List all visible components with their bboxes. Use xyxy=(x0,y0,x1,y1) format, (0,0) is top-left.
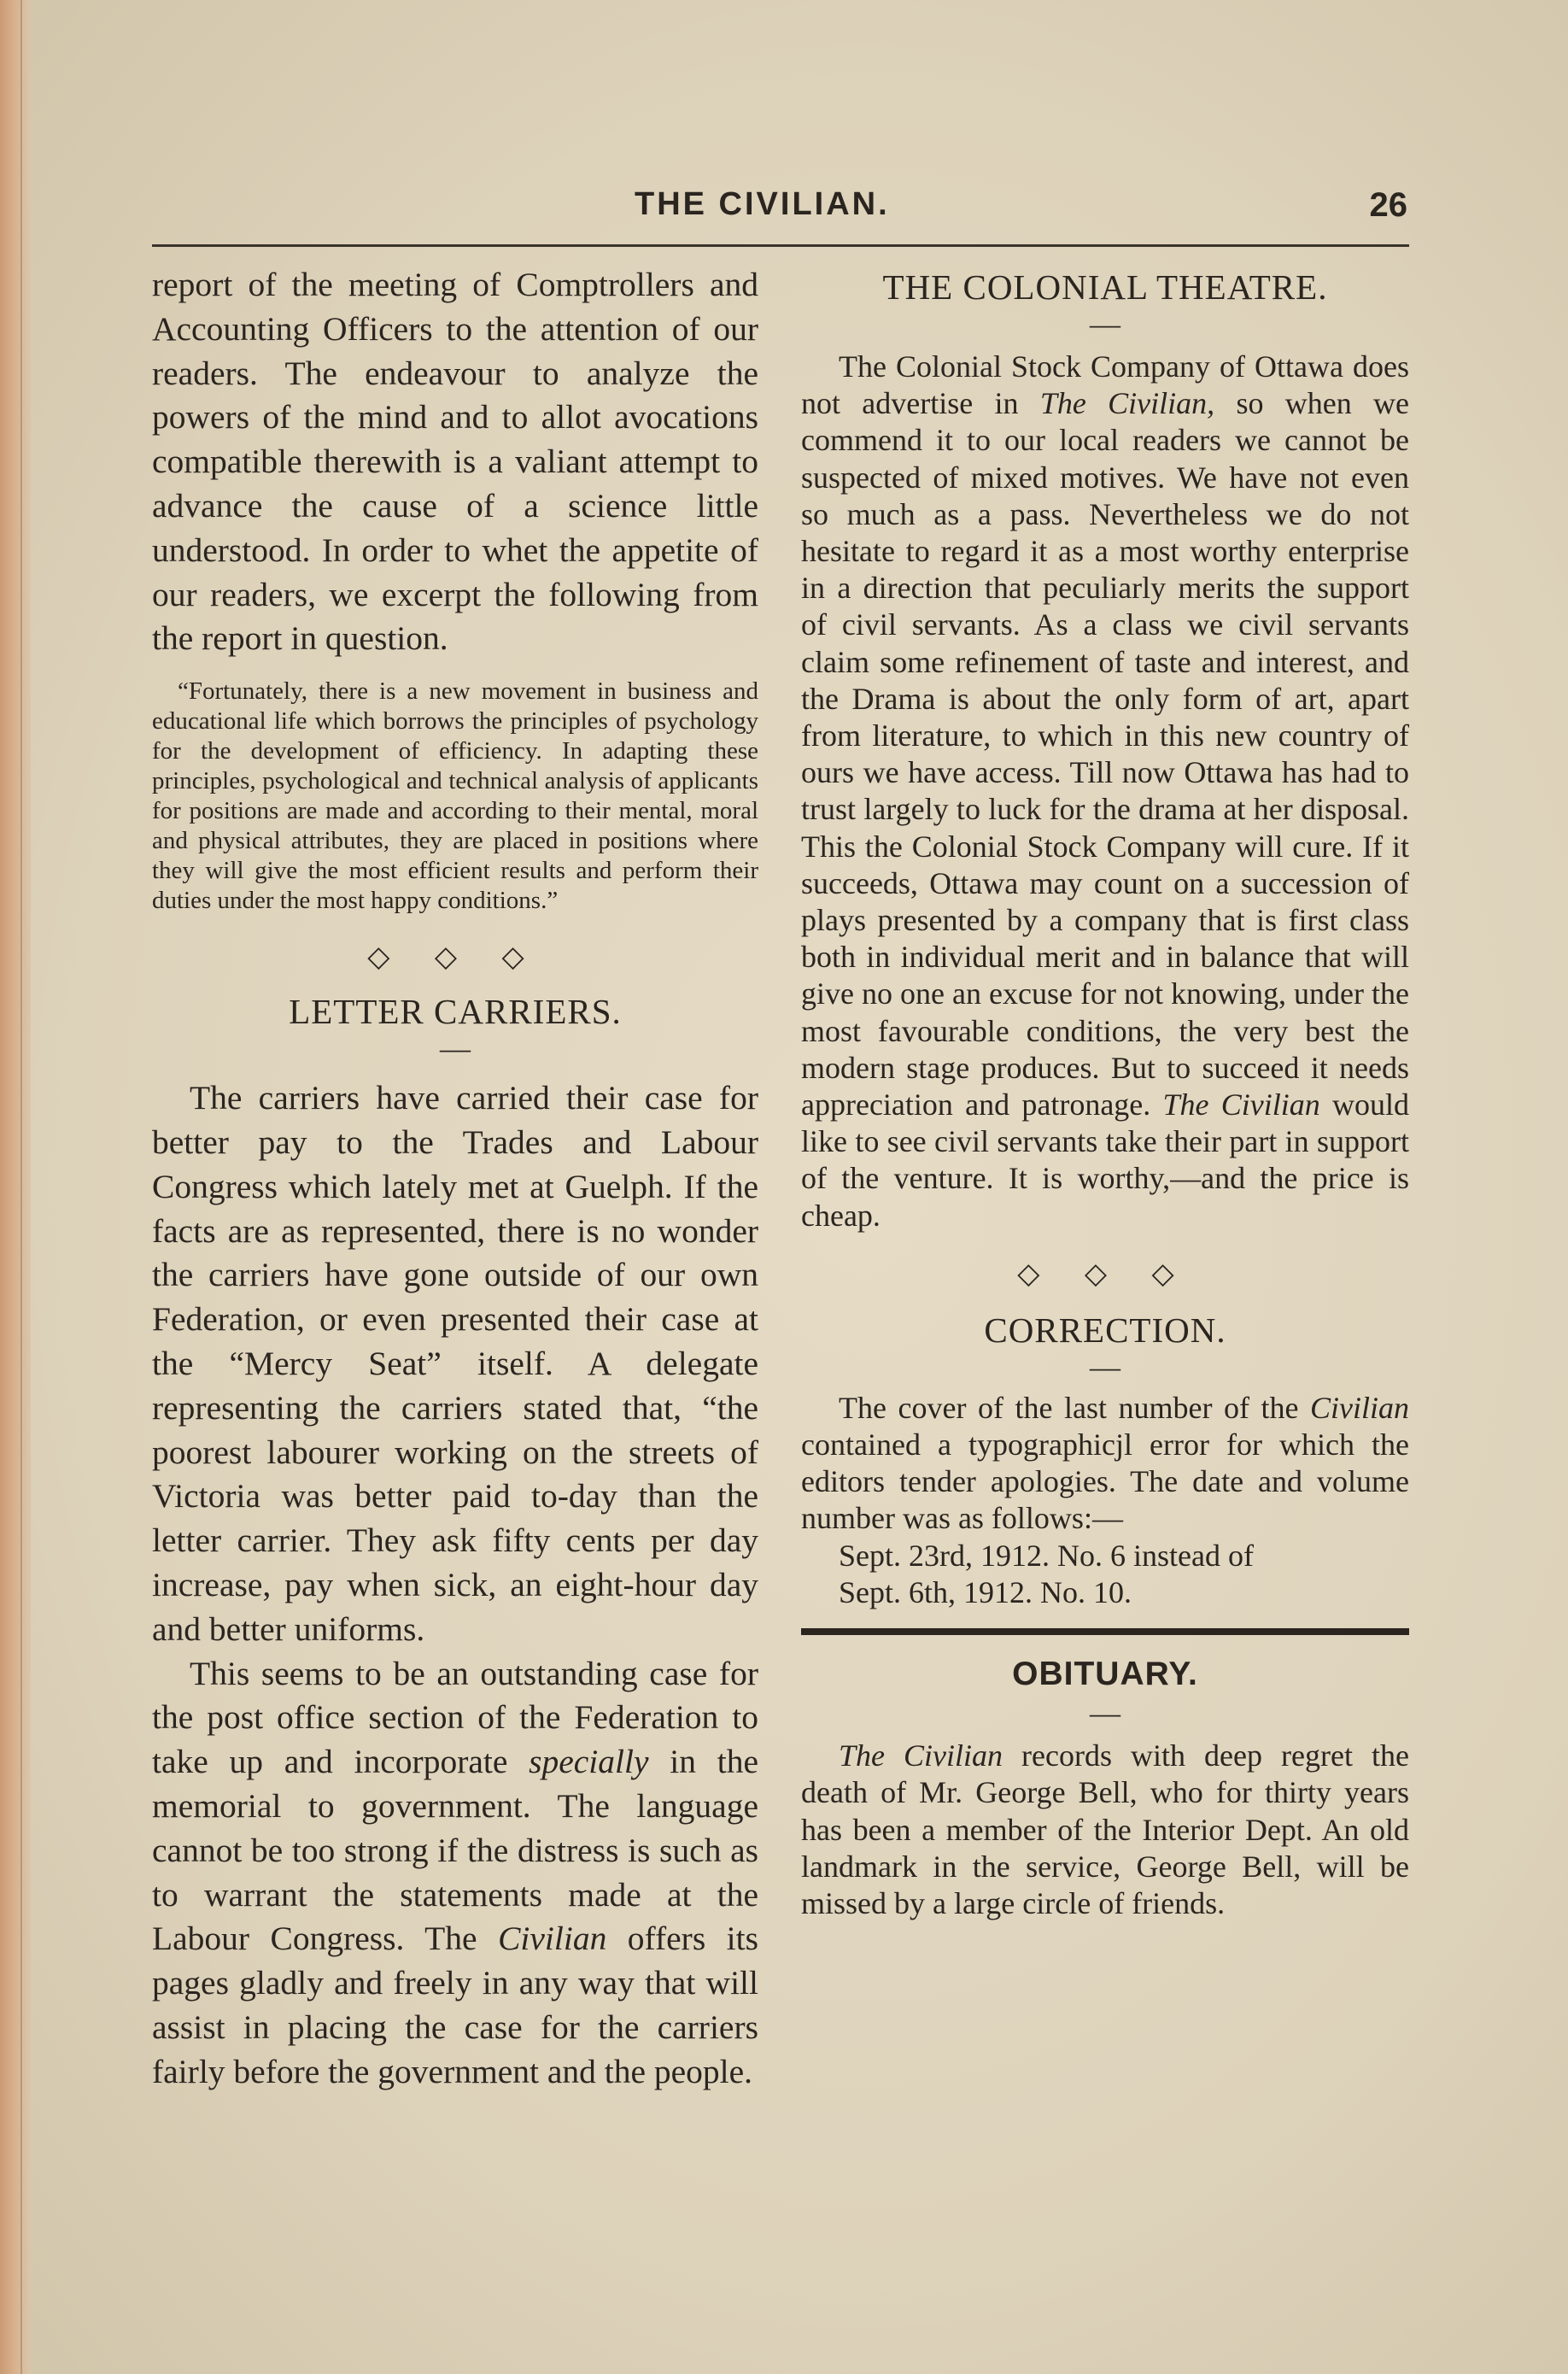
obituary-rule xyxy=(801,1628,1409,1635)
publication-name: The Civilian xyxy=(1162,1087,1320,1123)
correction-line-2: Sept. 6th, 1912. No. 10. xyxy=(839,1574,1132,1609)
quoted-excerpt: “Fortunately, there is a new movement in business and educational life which borrows the principles of psychology for the development of efficiency. In adapting these principles, psychological and technical analysis of applicants for positions are made and according to their mental, moral and physical attributes, they are placed in positions where they will give the most efficient results and perform their duties under the most happy conditions.” xyxy=(152,677,758,915)
header-rule xyxy=(152,244,1409,247)
title-dash: — xyxy=(1090,1696,1120,1731)
intro-paragraph: report of the meeting of Comptrollers and Accounting Officers to the attention of our readers. The endeavour to analyze the powers of the mind and to allot avocations compatible therewith is a valiant attempt to advance the cause of a science little understood. In order to whet the appetite of our readers, we excerpt the following from the report in question. xyxy=(152,266,758,658)
colonial-theatre-title: THE COLONIAL THEATRE. xyxy=(882,267,1328,307)
title-dash: — xyxy=(1090,1349,1120,1384)
right-column xyxy=(801,263,1409,1922)
publication-name: Civilian xyxy=(1310,1390,1409,1425)
page-number: 26 xyxy=(1369,186,1407,224)
running-title: THE CIVILIAN. xyxy=(635,186,890,222)
title-dash: — xyxy=(1090,307,1120,341)
letter-carriers-paragraph-1: The carriers have carried their case for better pay to the Trades and Labour Congress which lately met at Guelph. If the facts are as represented, there is no wonder the carriers have gone outside of our own Federation, or even presented their case at the “Mercy Seat” itself. A delegate representing the carriers stated that, “the poorest labourer working on the streets of Victoria was better paid to-day than the letter carrier. They ask fifty cents per day increase, pay when sick, an eight-hour day and better uniforms. xyxy=(152,1079,758,1648)
title-dash: — xyxy=(440,1031,471,1066)
publication-name: Civilian xyxy=(498,1920,607,1958)
section-ornament: ◇ ◇ ◇ xyxy=(367,941,543,974)
binding-crease xyxy=(20,0,22,2374)
letter-carriers-title: LETTER CARRIERS. xyxy=(289,992,622,1032)
publication-name: The Civilian xyxy=(839,1738,1003,1773)
obituary-paragraph: The Civilian records with deep regret the death of Mr. George Bell, who for thirty years has been a member of the Interior Dept. An old landmark in the service, George Bell, will be missed by a large circle of friends. xyxy=(801,1738,1409,1920)
section-ornament: ◇ ◇ ◇ xyxy=(1017,1257,1193,1290)
correction-paragraph: The cover of the last number of the Civilian contained a typographicjl error for which the editors tender apologies. The date and volume number was as follows:— xyxy=(801,1390,1409,1536)
letter-carriers-paragraph-2: This seems to be an outstanding case for the post office section of the Federation to take up and incorporate specially in the memorial to government. The language cannot be too strong if the distress is such as to warrant the statements made at the Labour Congress. The Civilian offers its pages gladly and freely in any way that will assist in placing the case for the carriers fairly before the government and the people. xyxy=(152,1654,758,2090)
left-column xyxy=(152,263,758,2095)
correction-title: CORRECTION. xyxy=(984,1310,1226,1350)
publication-name: The Civilian, xyxy=(1039,386,1215,421)
page-header xyxy=(152,186,1407,226)
emphasis-text: specially xyxy=(529,1743,649,1781)
obituary-title: OBITUARY. xyxy=(1012,1656,1198,1693)
binding-spine xyxy=(0,0,31,2374)
correction-line-1: Sept. 23rd, 1912. No. 6 instead of xyxy=(839,1538,1254,1573)
colonial-theatre-paragraph: The Colonial Stock Company of Ottawa does not advertise in The Civilian, so when we commend it to our local readers we cannot be suspected of mixed motives. We have not even so much as a pass. Nevertheless we do not hesitate to regard it as a most worthy enterprise in a direction that peculiarly merits the support of civil servants. As a class we civil servants claim some refinement of taste and interest, and the Drama is about the only form of art, apart from literature, to which in this new country of ours we have access. Till now Ottawa has had to trust largely to luck for the drama at her disposal. This the Colonial Stock Company will cure. If it succeeds, Ottawa may count on a succession of plays presented by a company that is first class both in individual merit and in balance that will give no one an excuse for not knowing, under the most favourable conditions, the very best the modern stage produces. But to succeed it needs appreciation and patronage. The Civilian would like to see civil servants take their part in support of the venture. It is worthy,—and the price is cheap. xyxy=(801,349,1410,1233)
